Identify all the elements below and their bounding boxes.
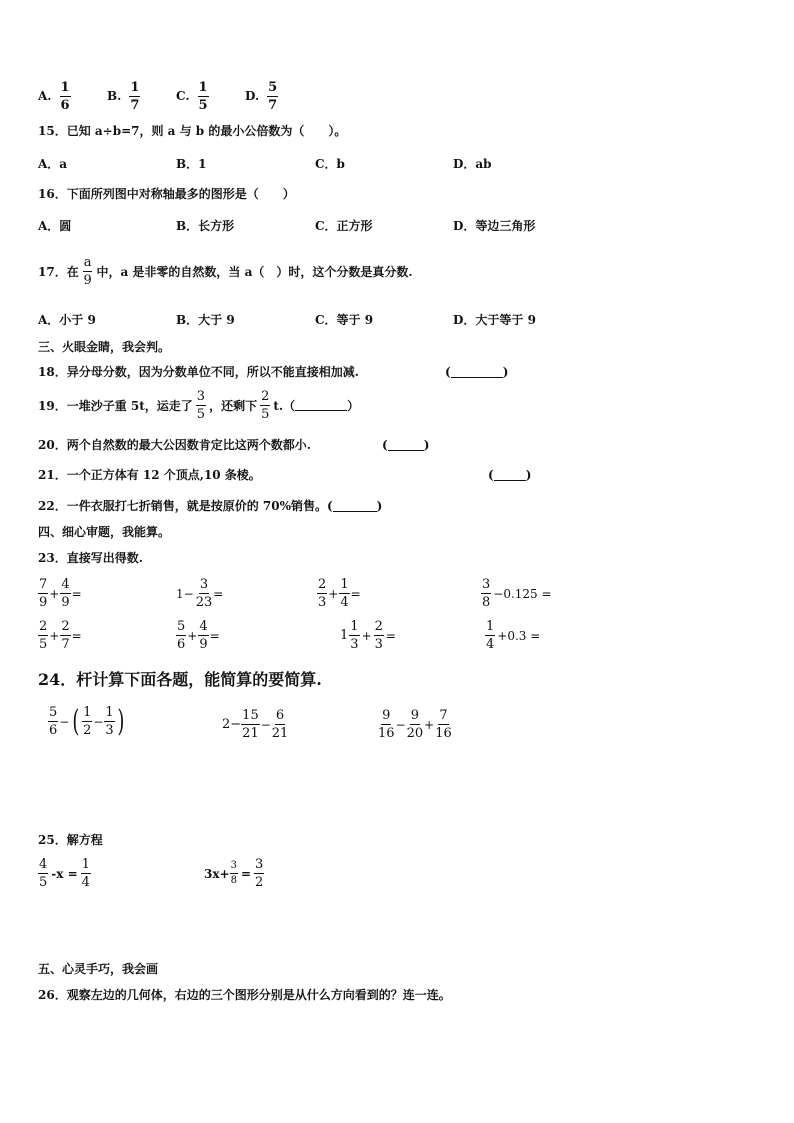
fraction: $\frac{1}{4}$	[340, 577, 349, 610]
q23-expr-3: $\frac{2}{3}$ + $\frac{1}{4}$ =	[318, 577, 361, 610]
q16-stem: 16．下面所列图中对称轴最多的图形是（ ）	[38, 187, 295, 201]
fraction: $\frac{4}{9}$	[199, 619, 208, 652]
fraction: $\frac{1}{3}$	[350, 619, 359, 652]
fraction: $\frac{5}{6}$	[177, 619, 186, 652]
q26-text: 26．观察左边的几何体，右边的三个图形分别是从什么方向看到的？连一连。	[38, 988, 451, 1002]
q23-expr-5: $\frac{2}{5}$ + $\frac{2}{7}$ =	[39, 619, 82, 652]
fraction: $\frac{7}{9}$	[39, 577, 48, 610]
q23-expr-4: $\frac{3}{8}$ −0.125 =	[482, 577, 552, 610]
q24-expr-1: $\frac{5}{6}$ − ( $\frac{1}{2}$ − $\frac{1}{3}$ )	[49, 703, 125, 739]
q21-text: 21．一个正方体有 12 个顶点,10 条棱。	[38, 468, 261, 482]
q15-option-b[interactable]: B．1	[176, 157, 207, 171]
fraction: $\frac{1}{4}$	[486, 619, 495, 652]
q25-equation-2: 3x+ $\frac{3}{8}$ = $\frac{3}{2}$	[204, 857, 264, 890]
fraction: $\frac{4}{9}$	[61, 577, 70, 610]
q15-option-d[interactable]: D．ab	[453, 157, 492, 171]
q15-option-c[interactable]: C．b	[315, 157, 345, 171]
q17-option-c[interactable]: C．等于 9	[315, 313, 374, 327]
q22-text: 22．一件衣服打七折销售，就是按原价的 70%销售。( )	[38, 499, 383, 513]
fraction: $\frac{2}{3}$	[374, 619, 383, 652]
q18-answer-blank[interactable]: ( )	[445, 365, 509, 379]
q24-expr-2: 2− $\frac{15}{21}$ − $\frac{6}{21}$	[222, 708, 289, 741]
q16-option-d[interactable]: D．等边三角形	[453, 219, 536, 233]
q23-expr-6: $\frac{5}{6}$ + $\frac{4}{9}$ =	[177, 619, 220, 652]
q23-expr-7: 1 $\frac{1}{3}$ + $\frac{2}{3}$ =	[340, 619, 396, 652]
q24-expr-3: $\frac{9}{16}$ − $\frac{9}{20}$ + $\frac{7}{16}$	[378, 708, 452, 741]
q16-option-c[interactable]: C．正方形	[315, 219, 373, 233]
q15-option-a[interactable]: A．a	[38, 157, 68, 171]
fraction-3-5: $\frac{3}{5}$	[196, 389, 206, 422]
q16-option-a[interactable]: A．圆	[38, 219, 72, 233]
q24-stem: 24．杆计算下面各题，能简算的要简算.	[38, 670, 322, 689]
fraction: $\frac{2}{5}$	[39, 619, 48, 652]
q23-expr-2: 1− $\frac{3}{23}$ =	[176, 577, 224, 610]
fraction: $\frac{1}{4}$	[81, 857, 90, 890]
q21-answer-blank[interactable]: ( )	[488, 468, 532, 482]
fraction: $\frac{15}{21}$	[242, 708, 259, 741]
q25-equation-1: $\frac{4}{5}$ -x = $\frac{1}{4}$	[39, 857, 90, 890]
fraction: $\frac{2}{3}$	[318, 577, 327, 610]
q23-expr-8: $\frac{1}{4}$ +0.3 =	[486, 619, 541, 652]
q17-option-b[interactable]: B．大于 9	[176, 313, 235, 327]
q16-option-b[interactable]: B．长方形	[176, 219, 235, 233]
fraction-2-5: $\frac{2}{5}$	[261, 389, 270, 422]
fraction: $\frac{1}{3}$	[105, 705, 114, 738]
fraction: $\frac{1}{6}$	[60, 79, 70, 113]
q25-stem: 25．解方程	[38, 833, 103, 847]
q17-stem: 17．在 $\frac{a}{9}$ 中，a 是非零的自然数，当 a（ ）时，这个分数是真分数.	[38, 255, 413, 288]
fraction: $\frac{3}{23}$	[195, 577, 213, 610]
fraction: $\frac{1}{7}$	[130, 79, 140, 113]
q20-answer-blank[interactable]: ( )	[382, 438, 430, 452]
fraction: $\frac{4}{5}$	[39, 857, 48, 890]
q14-option-a[interactable]: A. $\frac{1}{6}$	[38, 79, 70, 113]
section-4-heading: 四、细心审题，我能算。	[38, 525, 171, 539]
fraction: $\frac{1}{5}$	[198, 79, 208, 113]
fraction: $\frac{3}{8}$	[230, 860, 237, 886]
q15-stem: 15．已知 a÷b=7，则 a 与 b 的最小公倍数为（ ）。	[38, 124, 347, 138]
section-5-heading: 五、心灵手巧，我会画	[38, 962, 159, 976]
fraction: $\frac{9}{20}$	[406, 708, 424, 741]
q22-answer-blank[interactable]	[333, 501, 377, 512]
fraction: $\frac{2}{7}$	[61, 619, 70, 652]
q23-expr-1: $\frac{7}{9}$ + $\frac{4}{9}$ =	[39, 577, 82, 610]
fraction: $\frac{5}{7}$	[268, 79, 278, 113]
fraction: $\frac{7}{16}$	[435, 708, 452, 741]
q19-answer-blank[interactable]	[295, 400, 347, 411]
q14-option-b[interactable]: B. $\frac{1}{7}$	[107, 79, 140, 113]
q14-option-c[interactable]: C. $\frac{1}{5}$	[176, 79, 208, 113]
fraction: $\frac{6}{21}$	[271, 708, 289, 741]
q17-option-d[interactable]: D．大于等于 9	[453, 313, 536, 327]
section-3-heading: 三、火眼金睛，我会判。	[38, 340, 171, 354]
q17-option-a[interactable]: A．小于 9	[38, 313, 96, 327]
q23-stem: 23．直接写出得数.	[38, 551, 143, 565]
q19-text: 19．一堆沙子重 5t，运走了 $\frac{3}{5}$ ，还剩下 $\frac{2}{5}$ t.（ ）	[38, 389, 360, 422]
q20-text: 20．两个自然数的最大公因数肯定比这两个数都小.	[38, 438, 311, 452]
fraction: $\frac{5}{6}$	[49, 705, 58, 738]
fraction: $\frac{9}{16}$	[378, 708, 395, 741]
fraction: $\frac{3}{8}$	[482, 577, 491, 610]
fraction: $\frac{1}{2}$	[83, 705, 92, 738]
q18-text: 18．异分母分数，因为分数单位不同，所以不能直接相加减.	[38, 365, 359, 379]
fraction: $\frac{3}{2}$	[255, 857, 264, 890]
q14-option-d[interactable]: D. $\frac{5}{7}$	[245, 79, 278, 113]
fraction-a-over-9: $\frac{a}{9}$	[83, 255, 92, 288]
q14-options	[38, 78, 314, 114]
